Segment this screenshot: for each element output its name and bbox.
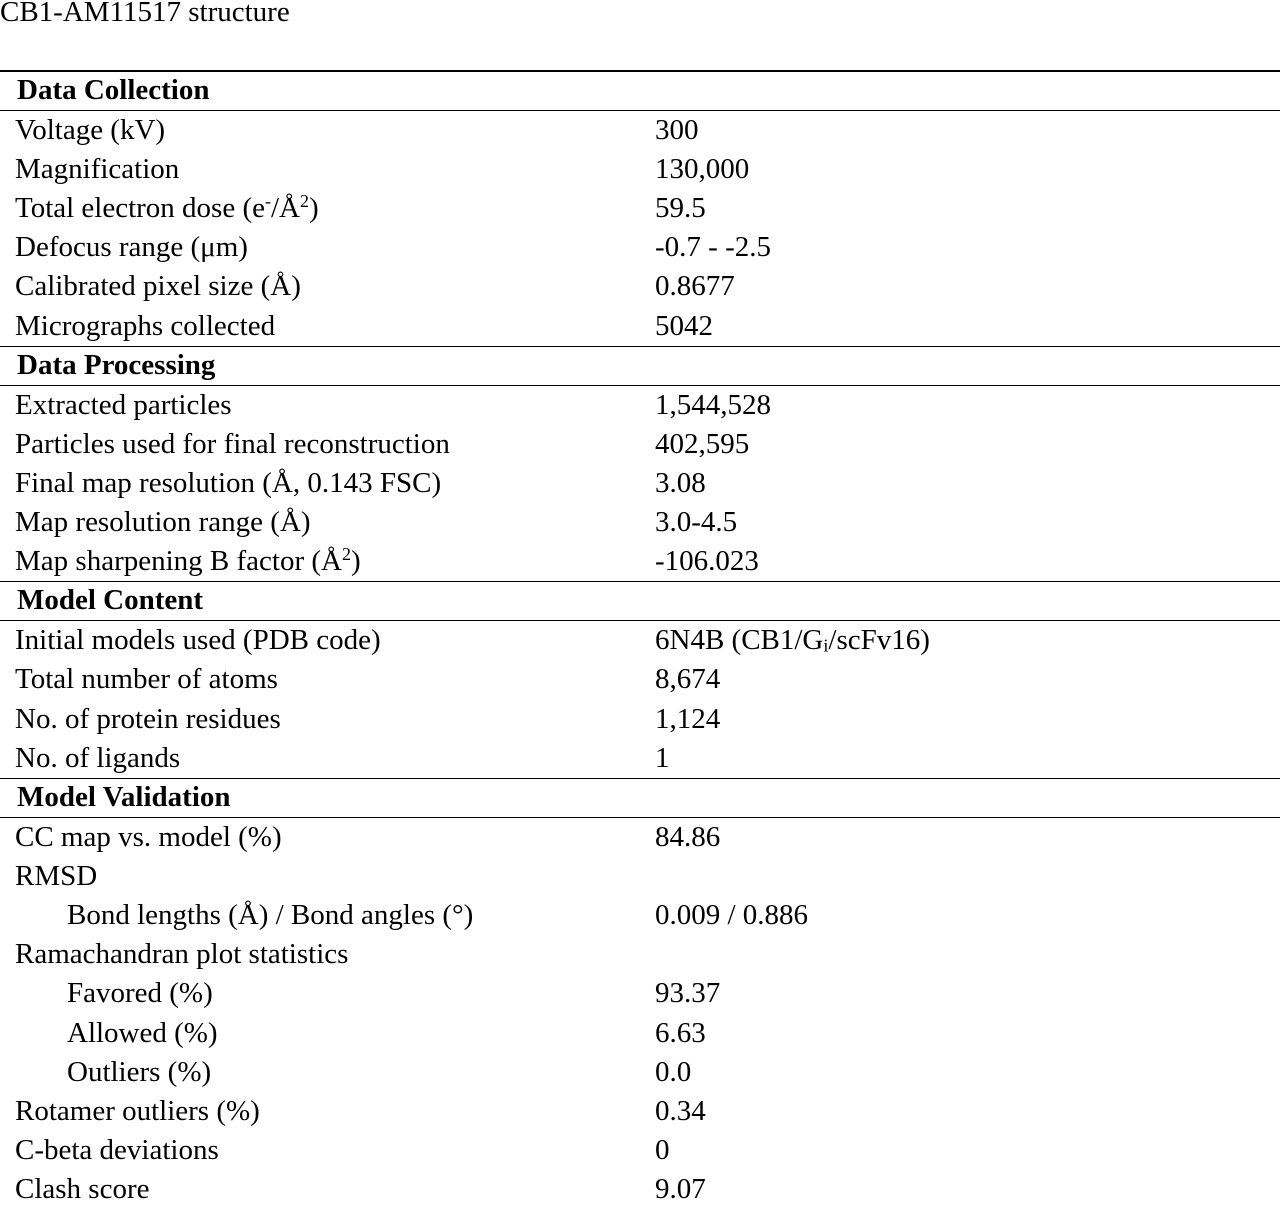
row-label: No. of protein residues xyxy=(15,702,281,735)
table-row xyxy=(0,267,1280,306)
row-value: 9.07 xyxy=(655,1173,706,1206)
row-value: 8,674 xyxy=(655,663,721,696)
table-row xyxy=(0,818,1280,857)
section-header-data-processing xyxy=(0,346,1280,386)
row-label: Magnification xyxy=(15,152,180,185)
table-row xyxy=(0,464,1280,503)
section-header-data-collection xyxy=(0,72,1280,111)
table-row xyxy=(0,111,1280,150)
value-part: 6N4B (CB1/G xyxy=(655,624,824,657)
row-label: Calibrated pixel size (Å) xyxy=(15,270,301,303)
row-value: 0 xyxy=(655,1134,670,1167)
table-row xyxy=(0,935,1280,974)
table-row xyxy=(0,896,1280,935)
row-label: C-beta deviations xyxy=(15,1134,219,1167)
row-value: 5042 xyxy=(655,309,713,342)
row-value: 6.63 xyxy=(655,1016,706,1049)
table-row xyxy=(0,660,1280,699)
row-label: Initial models used (PDB code) xyxy=(15,624,381,657)
row-value: 1,544,528 xyxy=(655,388,771,421)
row-value: 0.009 / 0.886 xyxy=(655,898,809,931)
row-label: Defocus range (μm) xyxy=(15,231,248,264)
row-label: Extracted particles xyxy=(15,388,232,421)
label-superscript: 2 xyxy=(341,544,351,565)
row-label: Clash score xyxy=(15,1173,150,1206)
row-label: Ramachandran plot statistics xyxy=(15,938,349,971)
row-label xyxy=(15,542,361,581)
value-part: /scFv16) xyxy=(828,624,930,657)
row-label: Final map resolution (Å, 0.143 FSC) xyxy=(15,466,442,499)
table-caption: CB1-AM11517 structure xyxy=(0,0,290,28)
table-row xyxy=(0,1170,1280,1209)
table-row xyxy=(0,1092,1280,1131)
row-value: 59.5 xyxy=(655,192,706,225)
row-value: 3.0-4.5 xyxy=(655,506,738,539)
row-label: No. of ligands xyxy=(15,741,181,774)
table-row xyxy=(0,974,1280,1013)
row-label: RMSD xyxy=(15,859,98,892)
row-value: 130,000 xyxy=(655,152,750,185)
label-part: /Å xyxy=(270,192,300,225)
row-label: CC map vs. model (%) xyxy=(15,820,282,853)
table-row xyxy=(0,621,1280,660)
row-label xyxy=(15,189,319,228)
label-superscript: 2 xyxy=(299,191,309,212)
row-label: Total number of atoms xyxy=(15,663,278,696)
row-value: 93.37 xyxy=(655,977,721,1010)
row-label: Outliers (%) xyxy=(67,1055,212,1088)
table-row xyxy=(0,1131,1280,1170)
table-row xyxy=(0,386,1280,425)
table-row xyxy=(0,542,1280,581)
table-row xyxy=(0,307,1280,346)
section-header-model-content xyxy=(0,581,1280,621)
row-label: Rotamer outliers (%) xyxy=(15,1094,260,1127)
row-value: 402,595 xyxy=(655,427,750,460)
table-row xyxy=(0,700,1280,739)
label-part: Map sharpening B factor (Å xyxy=(15,545,342,578)
row-label: Bond lengths (Å) / Bond angles (°) xyxy=(67,898,474,931)
row-value xyxy=(655,621,930,660)
row-label: Micrographs collected xyxy=(15,309,276,342)
section-title: Model Validation xyxy=(17,780,231,813)
row-label: Map resolution range (Å) xyxy=(15,506,311,539)
section-title: Data Collection xyxy=(17,74,210,106)
label-part: ) xyxy=(350,545,361,578)
table-row xyxy=(0,857,1280,896)
table-row xyxy=(0,739,1280,778)
row-value: -106.023 xyxy=(655,545,759,578)
label-part: ) xyxy=(308,192,319,225)
row-label: Voltage (kV) xyxy=(15,113,166,146)
row-label: Allowed (%) xyxy=(67,1016,218,1049)
structure-statistics-table xyxy=(0,70,1280,1209)
row-label: Favored (%) xyxy=(67,977,213,1010)
table-row xyxy=(0,189,1280,228)
row-value: 1 xyxy=(655,741,670,774)
table-row xyxy=(0,150,1280,189)
table-row xyxy=(0,503,1280,542)
row-value: -0.7 - -2.5 xyxy=(655,231,771,264)
section-header-model-validation xyxy=(0,778,1280,818)
table-row xyxy=(0,1014,1280,1053)
value-subscript: i xyxy=(823,635,829,656)
row-label: Particles used for final reconstruction xyxy=(15,427,450,460)
label-part: Total electron dose (e xyxy=(15,192,265,225)
row-value: 3.08 xyxy=(655,466,706,499)
table-row xyxy=(0,425,1280,464)
row-value: 84.86 xyxy=(655,820,721,853)
table-row xyxy=(0,1053,1280,1092)
row-value: 300 xyxy=(655,113,699,146)
section-title: Model Content xyxy=(17,584,204,617)
row-value: 1,124 xyxy=(655,702,721,735)
table-row xyxy=(0,228,1280,267)
row-value: 0.8677 xyxy=(655,270,735,303)
row-value: 0.34 xyxy=(655,1094,706,1127)
section-title: Data Processing xyxy=(17,348,216,381)
label-superscript: - xyxy=(265,191,271,212)
row-value: 0.0 xyxy=(655,1055,692,1088)
